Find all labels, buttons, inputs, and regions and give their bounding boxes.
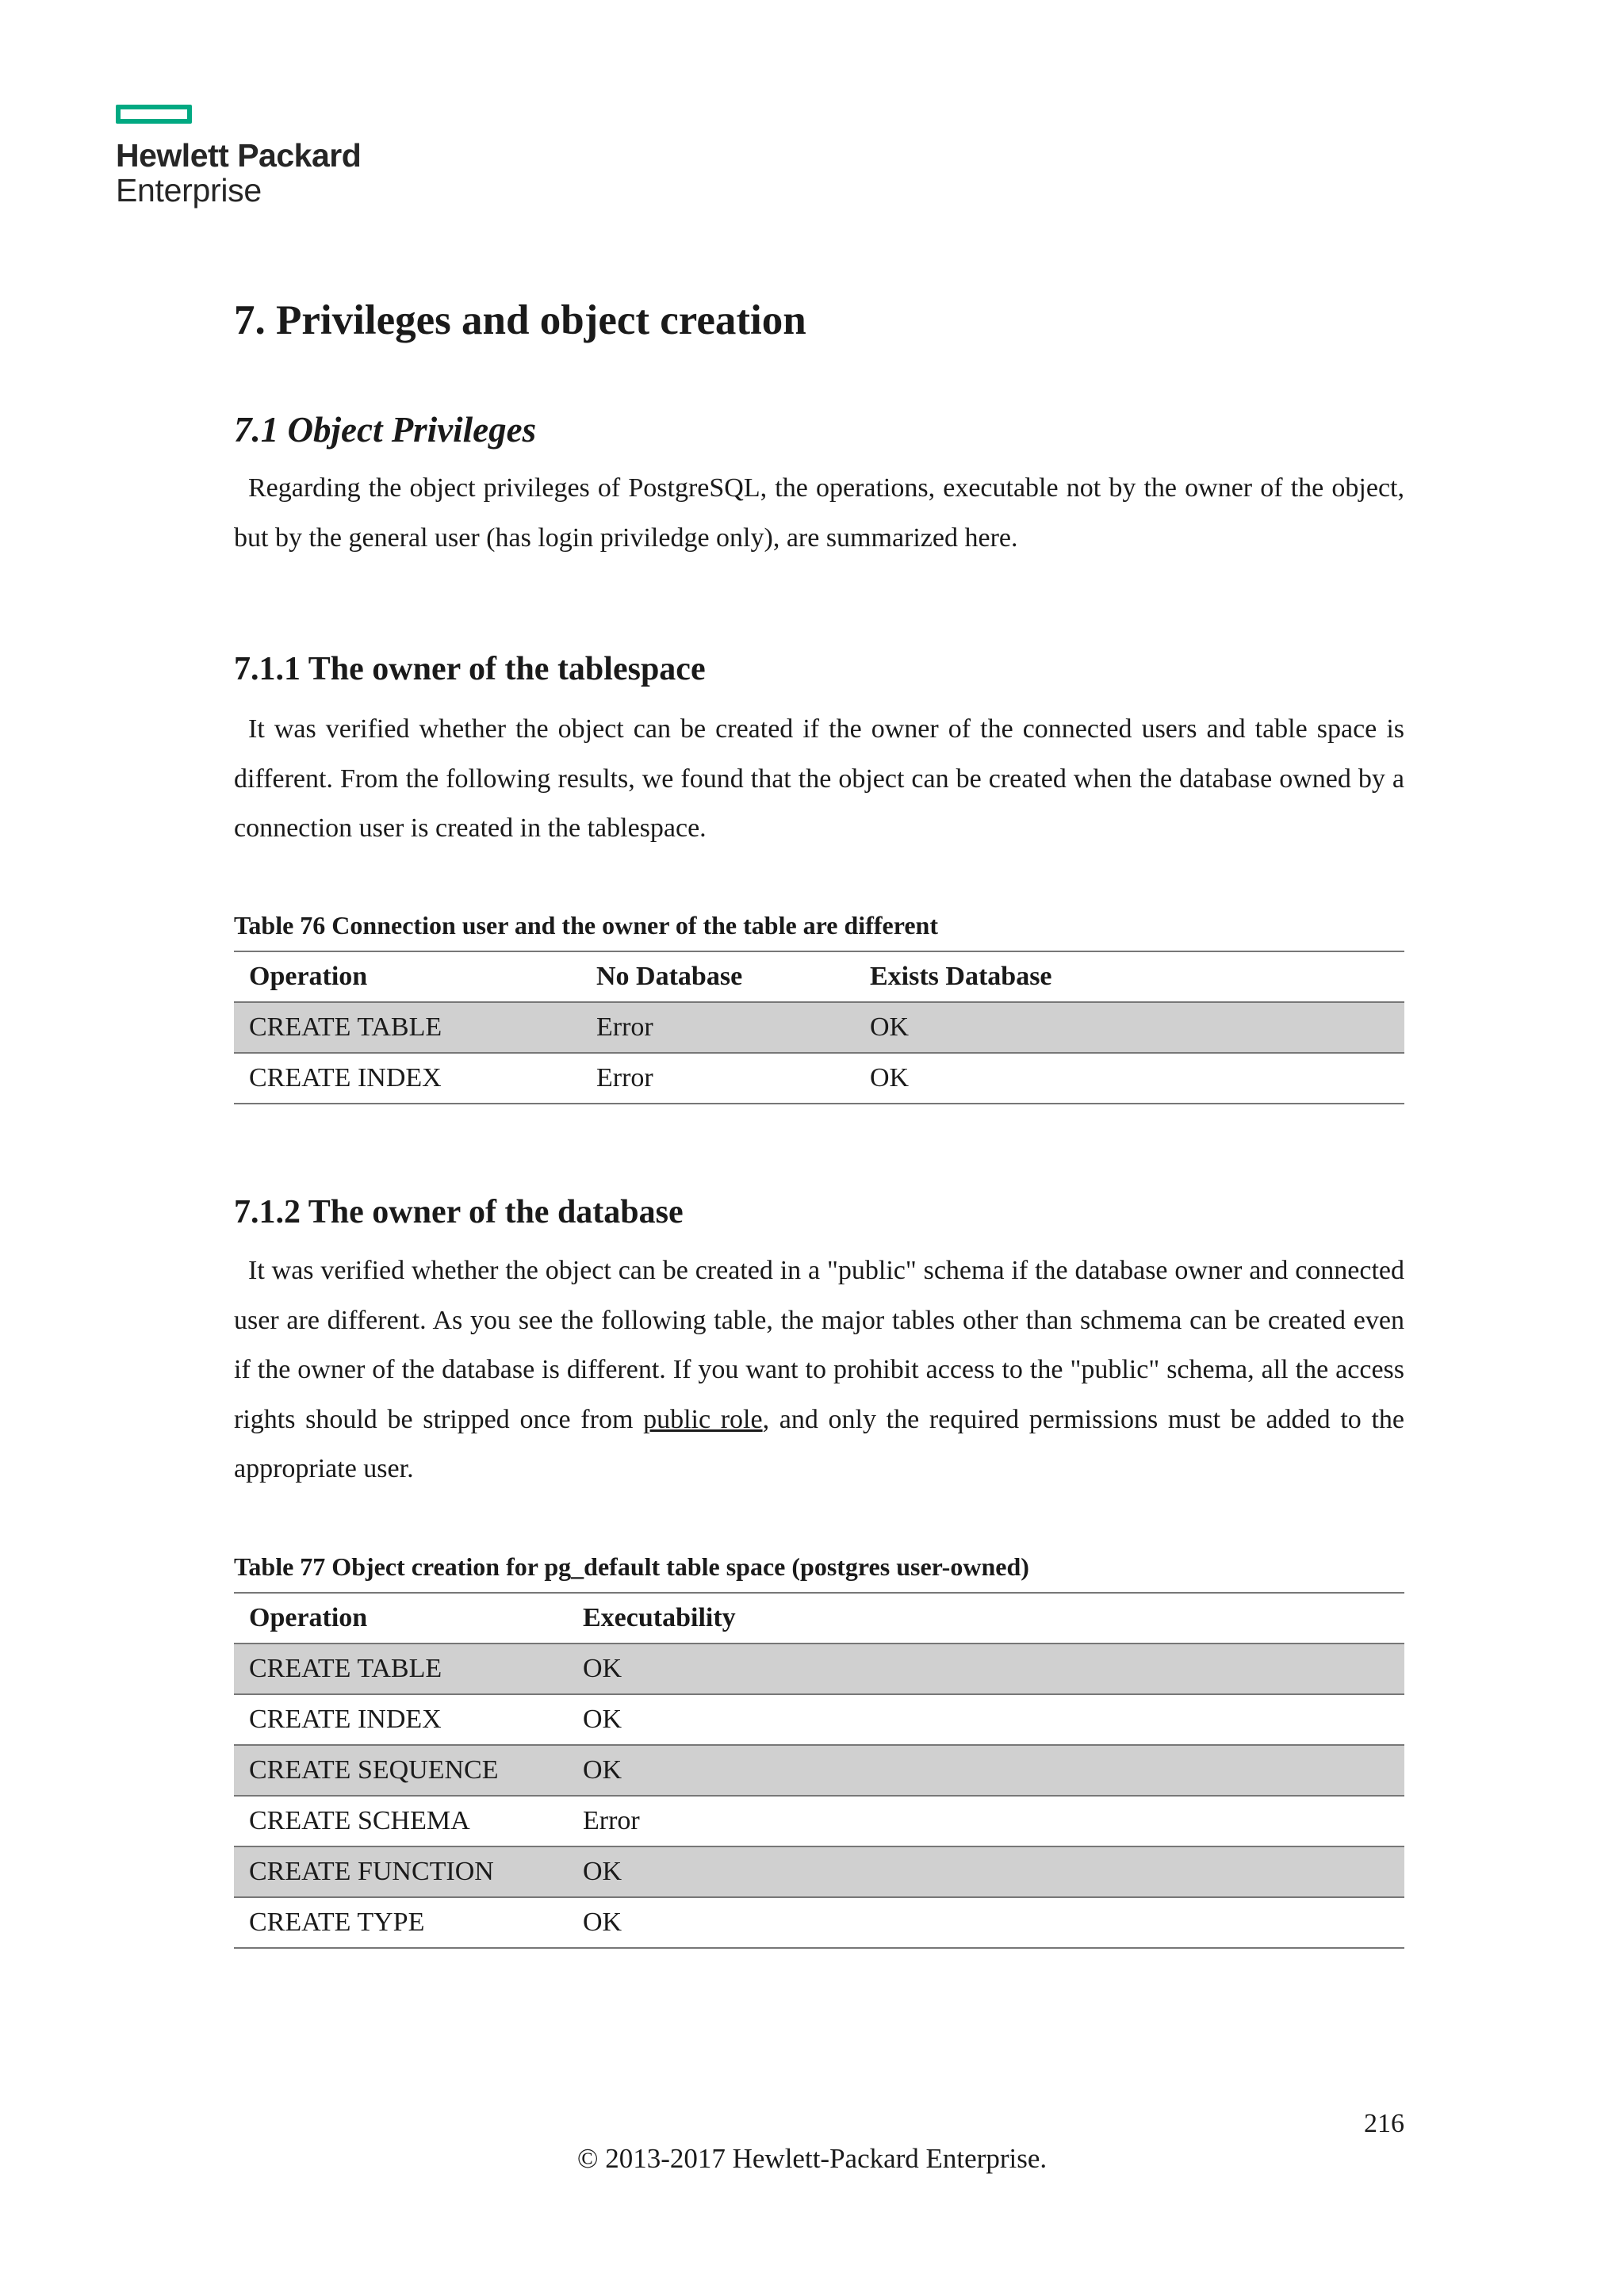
table-77	[234, 1592, 1404, 1949]
table-cell: CREATE FUNCTION	[249, 1857, 494, 1886]
subsection-title-tablespace: 7.1.1 The owner of the tablespace	[234, 651, 706, 687]
logo-text-line2: Enterprise	[116, 172, 262, 209]
table-row	[234, 1897, 1404, 1948]
table-row	[234, 1846, 1404, 1897]
hpe-logo-element	[116, 105, 192, 124]
table-header-row	[234, 951, 1404, 1002]
table-cell: OK	[583, 1908, 622, 1937]
table-77-caption: Table 77 Object creation for pg_default table space (postgres user-owned)	[234, 1552, 1029, 1581]
column-header: Operation	[249, 962, 368, 991]
table-cell: CREATE INDEX	[249, 1063, 442, 1093]
section-intro: Regarding the object privileges of PostgreSQL, the operations, executable not by the owner of the object, but by the general user (has login priviledge only), are summarized here.	[234, 473, 1404, 553]
text-segment: It was verified whether the object can be created in a "public" schema if the database owner and connected user are different. As you see the following table, the major tables other than schmema can be created even if the owner of the database is different. If you want to prohibit access to the "public" schema, all the access rights should be stripped once from	[234, 1256, 1404, 1434]
table-row	[234, 1796, 1404, 1846]
table-cell: Error	[583, 1806, 640, 1835]
table-76-caption: Table 76 Connection user and the owner of the table are different	[234, 911, 938, 939]
chapter-title: 7. Privileges and object creation	[234, 297, 806, 343]
table-cell: CREATE SEQUENCE	[249, 1755, 499, 1785]
table-row	[234, 1644, 1404, 1694]
copyright-footer: © 2013-2017 Hewlett-Packard Enterprise.	[576, 2143, 1048, 2174]
table-header-row	[234, 1593, 1404, 1644]
table-cell: CREATE TABLE	[249, 1654, 442, 1683]
table-cell: CREATE SCHEMA	[249, 1806, 470, 1835]
table-76	[234, 951, 1404, 1104]
column-header: Executability	[583, 1603, 736, 1632]
subsection-title-database: 7.1.2 The owner of the database	[234, 1194, 684, 1230]
column-header: Exists Database	[870, 962, 1052, 991]
table-cell: OK	[870, 1063, 910, 1093]
table-cell: OK	[583, 1705, 622, 1734]
table-cell: Error	[596, 1012, 653, 1042]
section-title: 7.1 Object Privileges	[234, 410, 537, 450]
table-cell: OK	[583, 1654, 622, 1683]
text-segment: , and only the required permissions must be added to the appropriate user.	[234, 1404, 1404, 1483]
subsection-text-database	[234, 1246, 1404, 1494]
table-cell: OK	[583, 1755, 622, 1785]
table-cell: CREATE TABLE	[249, 1012, 442, 1042]
table-cell: Error	[596, 1063, 653, 1093]
public-role-link[interactable]: public role	[643, 1404, 763, 1434]
table-cell: OK	[870, 1012, 910, 1042]
column-header: No Database	[596, 962, 743, 991]
table-cell: CREATE INDEX	[249, 1705, 442, 1734]
column-header: Operation	[249, 1603, 368, 1632]
table-cell: OK	[583, 1857, 622, 1886]
table-row	[234, 1745, 1404, 1796]
subsection-text-tablespace: It was verified whether the object can be created if the owner of the connected users and table space is different. From the following results, we found that the object can be created when the database owned by a connection user is created in the tablespace.	[234, 714, 1404, 843]
table-row	[234, 1694, 1404, 1745]
page-number: 216	[1364, 2109, 1404, 2138]
table-cell: CREATE TYPE	[249, 1908, 425, 1937]
table-row	[234, 1002, 1404, 1053]
table-row	[234, 1053, 1404, 1104]
hpe-logo	[116, 105, 370, 208]
logo-text-line1: Hewlett Packard	[116, 137, 362, 174]
